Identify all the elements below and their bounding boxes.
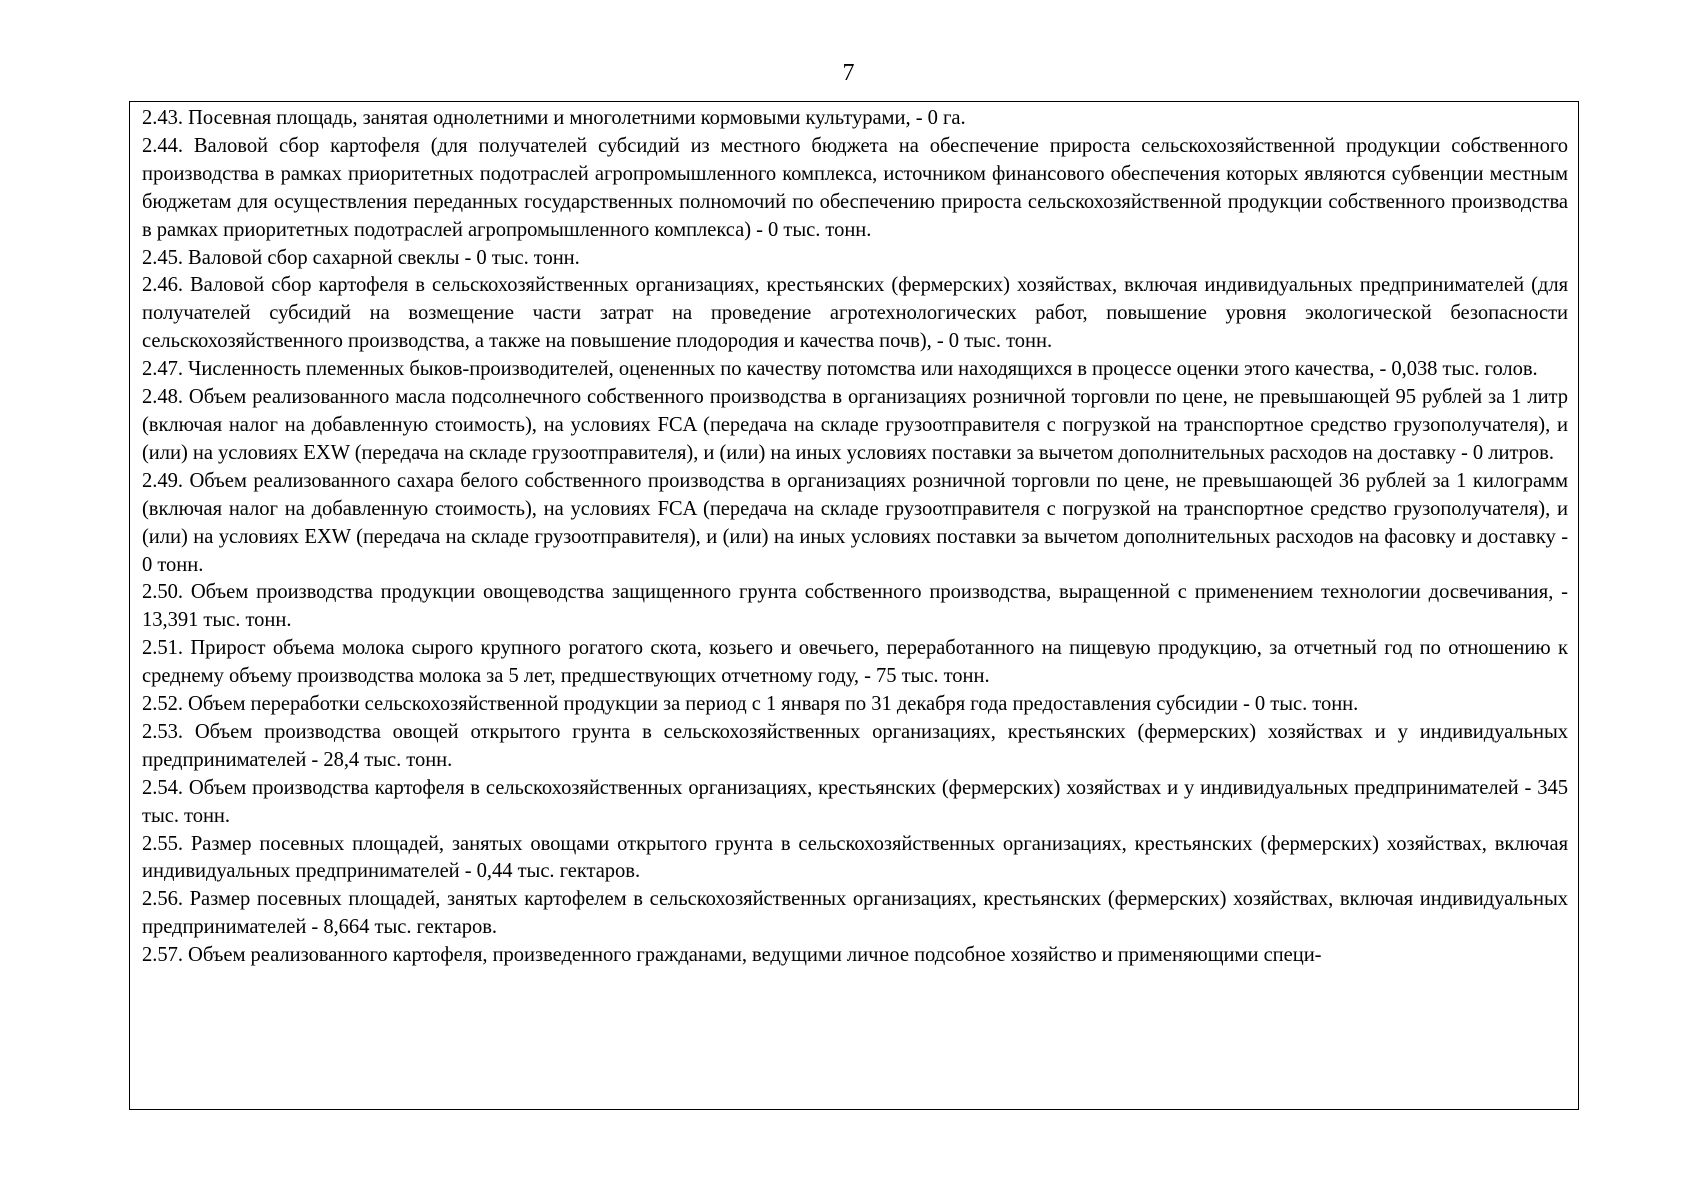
- paragraph-2-54: 2.54. Объем производства картофеля в сельскохозяйственных организациях, крестьянских (фермерских) хозяйствах и у индивидуальных предпринимателей - 345 тыс. тонн.: [142, 776, 1568, 827]
- paragraph-2-46: 2.46. Валовой сбор картофеля в сельскохозяйственных организациях, крестьянских (фермерских) хозяйствах, включая индивидуальных предпринимателей (для получателей субсидий на возмещение части затрат на проведение агротехнологических работ, повышение уровня экологической безопасности сельскохозяйственного производства, а также на повышение плодородия и качества почв), - 0 тыс. тонн.: [142, 274, 1568, 353]
- paragraph-2-45: 2.45. Валовой сбор сахарной свеклы - 0 тыс. тонн.: [142, 246, 580, 269]
- paragraph-2-55: 2.55. Размер посевных площадей, занятых овощами открытого грунта в сельскохозяйственных организациях, крестьянских (фермерских) хозяйствах, включая индивидуальных предпринимателей - 0,44 тыс. гектаров.: [142, 832, 1568, 883]
- paragraph-2-52: 2.52. Объем переработки сельскохозяйственной продукции за период с 1 января по 31 декабря года предоставления субсидии - 0 тыс. тонн.: [142, 693, 1359, 716]
- page-number: 7: [842, 60, 855, 86]
- paragraph-2-44: 2.44. Валовой сбор картофеля (для получателей субсидий из местного бюджета на обеспечение прироста сельскохозяйственной продукции собственного производства в рамках приоритетных подотраслей агропромышленного комплекса, источником финансового обеспечения которых являются субвенции местным бюджетам для осуществления переданных государственных полномочий по обеспечению прироста сельскохозяйственной продукции собственного производства в рамках приоритетных подотраслей агропромышленного комплекса) - 0 тыс. тонн.: [142, 134, 1568, 241]
- paragraph-2-49: 2.49. Объем реализованного сахара белого собственного производства в организациях розничной торговли по цене, не превышающей 36 рублей за 1 килограмм (включая налог на добавленную стоимость), на условиях FCA (передача на складе грузоотправителя с погрузкой на транспортное средство грузополучателя), и (или) на условиях EXW (передача на складе грузоотправителя), и (или) на иных условиях поставки за вычетом дополнительных расходов на фасовку и доставку - 0 тонн.: [142, 469, 1568, 576]
- paragraph-2-56: 2.56. Размер посевных площадей, занятых картофелем в сельскохозяйственных организациях, крестьянских (фермерских) хозяйствах, включая индивидуальных предпринимателей - 8,664 тыс. гектаров.: [142, 888, 1568, 939]
- paragraph-2-50: 2.50. Объем производства продукции овощеводства защищенного грунта собственного производства, выращенной с применением технологии досвечивания, - 13,391 тыс. тонн.: [142, 581, 1568, 632]
- content-box: [129, 101, 1579, 1110]
- paragraph-2-48: 2.48. Объем реализованного масла подсолнечного собственного производства в организациях розничной торговли по цене, не превышающей 95 рублей за 1 литр (включая налог на добавленную стоимость), на условиях FCA (передача на складе грузоотправителя с погрузкой на транспортное средство грузополучателя), и (или) на условиях EXW (передача на складе грузоотправителя), и (или) на иных условиях поставки за вычетом дополнительных расходов на доставку - 0 литров.: [142, 386, 1568, 464]
- paragraph-2-57: 2.57. Объем реализованного картофеля, произведенного гражданами, ведущими личное подсобное хозяйство и применяющими специ-: [142, 944, 1322, 967]
- paragraph-2-51: 2.51. Прирост объема молока сырого крупного рогатого скота, козьего и овечьего, переработанного на пищевую продукцию, за отчетный год по отношению к среднему объему производства молока за 5 лет, предшествующих отчетному году, - 75 тыс. тонн.: [142, 637, 1568, 688]
- paragraph-2-53: 2.53. Объем производства овощей открытого грунта в сельскохозяйственных организациях, крестьянских (фермерских) хозяйствах и у индивидуальных предпринимателей - 28,4 тыс. тонн.: [142, 720, 1568, 771]
- paragraph-2-47: 2.47. Численность племенных быков-производителей, оцененных по качеству потомства или находящихся в процессе оценки этого качества, - 0,038 тыс. голов.: [142, 358, 1538, 381]
- paragraph-2-43: 2.43. Посевная площадь, занятая однолетними и многолетними кормовыми культурами, - 0 га.: [142, 107, 966, 129]
